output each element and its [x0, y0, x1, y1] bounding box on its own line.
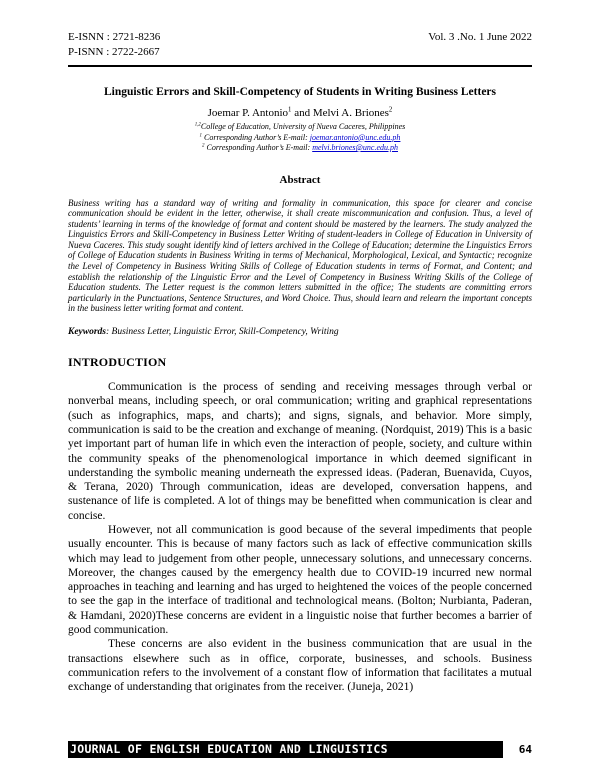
issn-block — [68, 30, 160, 60]
intro-paragraph-3: These concerns are also evident in the business communication that are usual in the transactions elsewhere such as in office, corporate, businesses, and schools. Business communication refers to the involvement of a constant flow of information that facilitates a mutual exchange of understanding that originates from the receiver. (Juneja, 2021) — [68, 638, 532, 694]
correspondence-line-1 — [68, 133, 532, 144]
introduction-heading: INTRODUCTION — [68, 355, 167, 370]
correspondence-1-sup: 1 — [199, 132, 203, 138]
keywords-line — [68, 327, 532, 337]
intro-paragraph-2: However, not all communication is good because of the several impediments that people usually encounter. This is because of many factors such as lack of effective communication skills which may lead to judgement from other people, unnecessary solutions, and unnecessary concerns. Moreover, the changes caused by the emergency health due to COVID-19 incurred new normal approaches in teaching and learning and has urged to heightened the voices of the people concerned to see the gap in the interface of traditional and technological means. (Bolton; Nurbianta, Paderan, & Hamdani, 2020)These concerns are evident in a linguistic noise that further becomes a barrier of good communication. — [68, 524, 532, 637]
author-2-sup: 2 — [388, 106, 393, 114]
eissn-text: E-ISNN : 2721-8236 — [68, 31, 161, 43]
email-link-1[interactable]: joemar.antonio@unc.edu.ph — [309, 132, 401, 142]
correspondence-line-2 — [68, 143, 532, 154]
email-link-2[interactable]: melvi.briones@unc.edu.ph — [312, 143, 398, 152]
authors-joiner: and — [291, 107, 313, 119]
affiliation-line — [68, 122, 532, 133]
correspondence-1-label: Corresponding Author’s E-mail: — [202, 132, 310, 142]
article-title: Linguistic Errors and Skill-Competency of Students in Writing Business Letters — [104, 86, 496, 98]
author-2-name: Melvi A. Briones — [312, 107, 389, 119]
correspondence-2-label: Corresponding Author’s E-mail: — [204, 143, 313, 152]
authors-line — [68, 107, 532, 119]
keywords-text: : Business Letter, Linguistic Error, Skill-Competency, Writing — [106, 327, 339, 338]
pissn-text: P-ISNN : 2722-2667 — [68, 46, 160, 58]
page-number: 64 — [518, 743, 532, 756]
header-rule — [68, 65, 532, 67]
author-1-name: Joemar P. Antonio — [207, 107, 289, 119]
keywords-label: Keywords — [68, 327, 106, 338]
journal-title-bar: JOURNAL OF ENGLISH EDUCATION AND LINGUISTICS — [68, 741, 503, 758]
abstract-heading: Abstract — [279, 173, 321, 186]
header — [68, 30, 532, 60]
affiliation-sup: 1,2 — [194, 122, 201, 128]
volume-text: Vol. 3 .No. 1 June 2022 — [428, 31, 532, 43]
abstract-text: Business writing has a standard way of writing and formality in communication, this space for clearer and concise communication should be evident in the letter, otherwise, it shall create miscommunication and confusion. Thus, a level of students’ learning in terms of the knowledge of format and content should be mastered by the learners. The study analyzed the Linguistics Errors and Skill-Competency in Business Letter Writing of student-leaders in College of Education in University of Nueva Caceres. This study sought identify kind of letters archived in the College of Education; determine the Linguistics Errors of College of Education students in Business Writing in terms of Mechanical, Morphological, Lexical, and Syntactic; recognize the Level of Competency in Business Writing Skills of College of Education students in terms of Format, and Content; and establish the relationship of the Linguistic Error and the Level of Competency in Business Writing Skills of the College of Education students. The Letter request is the common letters submitted in the office; The students are committing errors particularly in the Punctuations, Sentence Structures, and Word Choice. Thus, should learn and relearn the important concepts in the business letter writing format and content. — [68, 197, 532, 314]
affiliation-text: College of Education, University of Nueva Caceres, Philippines — [200, 122, 406, 131]
author-1-sup: 1 — [288, 106, 292, 114]
intro-paragraph-1: Communication is the process of sending and receiving messages through verbal or nonverbal means, including speech, or oral communication; writing and graphical representations (such as infographics, maps, and charts); and signs, signals, and behavior. More simply, communication is said to be the creation and exchange of meaning. (Nordquist, 2019) This is a basic yet important part of human life in which even the interaction of people, society, and culture within the community speaks of the phenomenological importance in which deemed significant in understanding the symbolic meaning underneath the expressed ideas. (Paderan, Buenavida, Cuyos, & Terana, 2020) Through communication, ideas are developed, conversation happens, and sustenance of life is completed. A lot of things may be benefitted when communication is clear and concise. — [68, 381, 532, 522]
footer — [68, 741, 532, 758]
correspondence-2-sup: 2 — [202, 143, 205, 149]
